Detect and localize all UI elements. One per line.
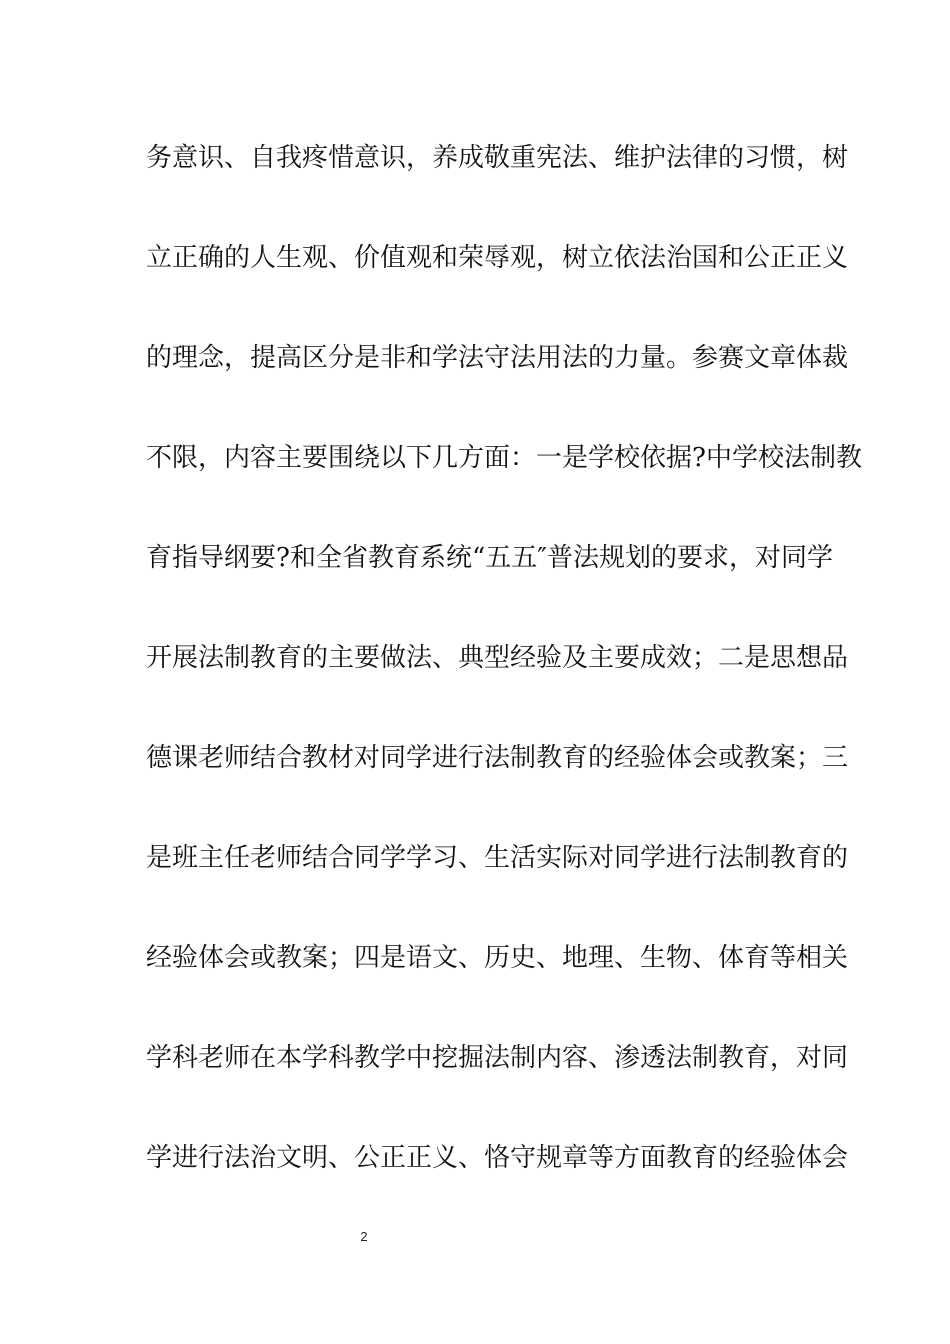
page-number: 2 <box>360 1229 368 1244</box>
text-line: 学进行法治文明、公正正义、恪守规章等方面教育的经验体会 <box>146 1143 849 1173</box>
text-line: 务意识、自我疼惜意识，养成敬重宪法、维护法律的习惯，树 <box>146 143 849 173</box>
text-line: 的理念，提高区分是非和学法守法用法的力量。参赛文章体裁 <box>146 343 849 373</box>
text-line: 不限，内容主要围绕以下几方面：一是学校依据?中学校法制教 <box>146 443 862 473</box>
text-line: 立正确的人生观、价值观和荣辱观，树立依法治国和公正正义 <box>146 243 849 273</box>
text-line: 学科老师在本学科教学中挖掘法制内容、渗透法制教育，对同 <box>146 1043 849 1073</box>
body-text <box>146 138 862 1238</box>
text-line: 育指导纲要?和全省教育系统“五五″普法规划的要求，对同学 <box>146 543 833 573</box>
text-line: 经验体会或教案；四是语文、历史、地理、生物、体育等相关 <box>146 943 849 973</box>
text-line: 开展法制教育的主要做法、典型经验及主要成效；二是思想品 <box>146 643 849 673</box>
text-line: 德课老师结合教材对同学进行法制教育的经验体会或教案；三 <box>146 743 849 773</box>
text-line: 是班主任老师结合同学学习、生活实际对同学进行法制教育的 <box>146 843 849 873</box>
